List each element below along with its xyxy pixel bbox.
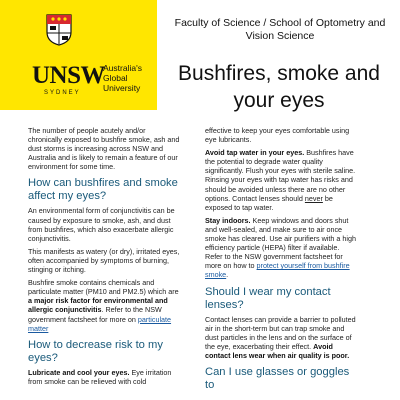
page-title: Bushfires, smoke and your eyes — [178, 62, 380, 112]
heading-decrease: How to decrease risk to my eyes? — [28, 338, 163, 364]
paragraph-contains — [28, 278, 181, 333]
logo-location: SYDNEY — [44, 90, 81, 96]
avoid-text: Bushfires have the potential to degrade water quality significantly. Flush your eyes with sterile saline. Rinsing your eyes with tap water has risks and should be avoided unless there are no other options. Contact lenses should — [205, 148, 356, 203]
paragraph-affect: An environmental form of conjunctivitis can be caused by exposure to smoke, ash, and dust from bushfires, which also exacerbate allergic conjunctivitis. — [28, 206, 175, 243]
unsw-logo[interactable] — [0, 0, 157, 110]
heading-affect: How can bushfires and smoke affect my eyes? — [28, 177, 178, 203]
logo-tagline-line: Australia's — [103, 63, 142, 73]
left-column — [28, 126, 181, 390]
contacts-bold: Avoid contact lens wear when air quality is poor. — [205, 341, 350, 360]
paragraph-manifest: This manifests as watery (or dry), irritated eyes, often accompanied by symptoms of burning, stinging or itching. — [28, 246, 180, 275]
paragraph-lubricate-cont: effective to keep your eyes comfortable using eye lubricants. — [205, 126, 350, 145]
lubricate-bold: Lubricate and cool your eyes. — [28, 367, 130, 377]
logo-wordmark: UNSW — [32, 62, 106, 89]
lubricate-text: Eye irritation from smoke can be relieved with cold — [28, 367, 172, 386]
avoid-never: never — [304, 193, 323, 203]
avoid-bold: Avoid tap water in your eyes. — [205, 148, 305, 158]
page-header — [0, 0, 400, 110]
right-column — [205, 126, 358, 395]
paragraph-contacts — [205, 315, 358, 360]
protect-smoke-link[interactable]: protect yourself from bushfire smoke — [205, 261, 350, 280]
paragraph-lubricate — [28, 368, 181, 386]
avoid-tail: be exposed to tap water. — [205, 193, 333, 212]
faculty-heading: Faculty of Science / School of Optometry and Vision Science — [174, 17, 386, 42]
stay-bold: Stay indoors. — [205, 215, 251, 225]
particulate-matter-link[interactable]: particulate matter — [28, 314, 172, 333]
paragraph-avoid — [205, 148, 358, 212]
intro-paragraph: The number of people acutely and/or chronically exposed to bushfire smoke, ash and dust storms is increasing across NSW and Australia and is likely to remain a feature of our environment for some time. — [28, 126, 180, 172]
contains-tail: . Refer to the NSW government factsheet for more on — [28, 305, 162, 324]
crest-icon — [46, 14, 72, 46]
contains-text: Bushfire smoke contains chemicals and particulate matter (PM10 and PM2.5) which are — [28, 278, 179, 297]
paragraph-stay: Stay indoors. Keep windows and doors shut and well-sealed, and make sure to air once smoke has cleared. Use air purifiers with a high efficiency particle (HEPA) filter if available. Refer to the NSW government factsheet for more on how to protect yourself from bushfire smoke. — [205, 215, 357, 280]
logo-tagline-line: University — [103, 83, 141, 93]
heading-glasses: Can I use glasses or goggles to — [205, 365, 350, 391]
logo-tagline-line: Global — [103, 73, 128, 83]
contains-bold: a major risk factor for environmental and allergic conjunctivitis — [28, 296, 168, 315]
logo-tagline — [103, 63, 142, 93]
contacts-text: Contact lenses can provide a barrier to polluted air in the short-term but can trap smoke and dust particles in the lens and on the surface of the eye, exacerbating their effect. — [205, 314, 356, 351]
heading-contacts: Should I wear my contact lenses? — [205, 285, 331, 311]
stay-text: Keep windows and doors shut and well-sealed, and make sure to air once smoke has cleared. Use air purifiers with a high efficiency particle (HEPA) filter if available. Refer to the NSW government factsheet for more on how to — [205, 215, 357, 271]
